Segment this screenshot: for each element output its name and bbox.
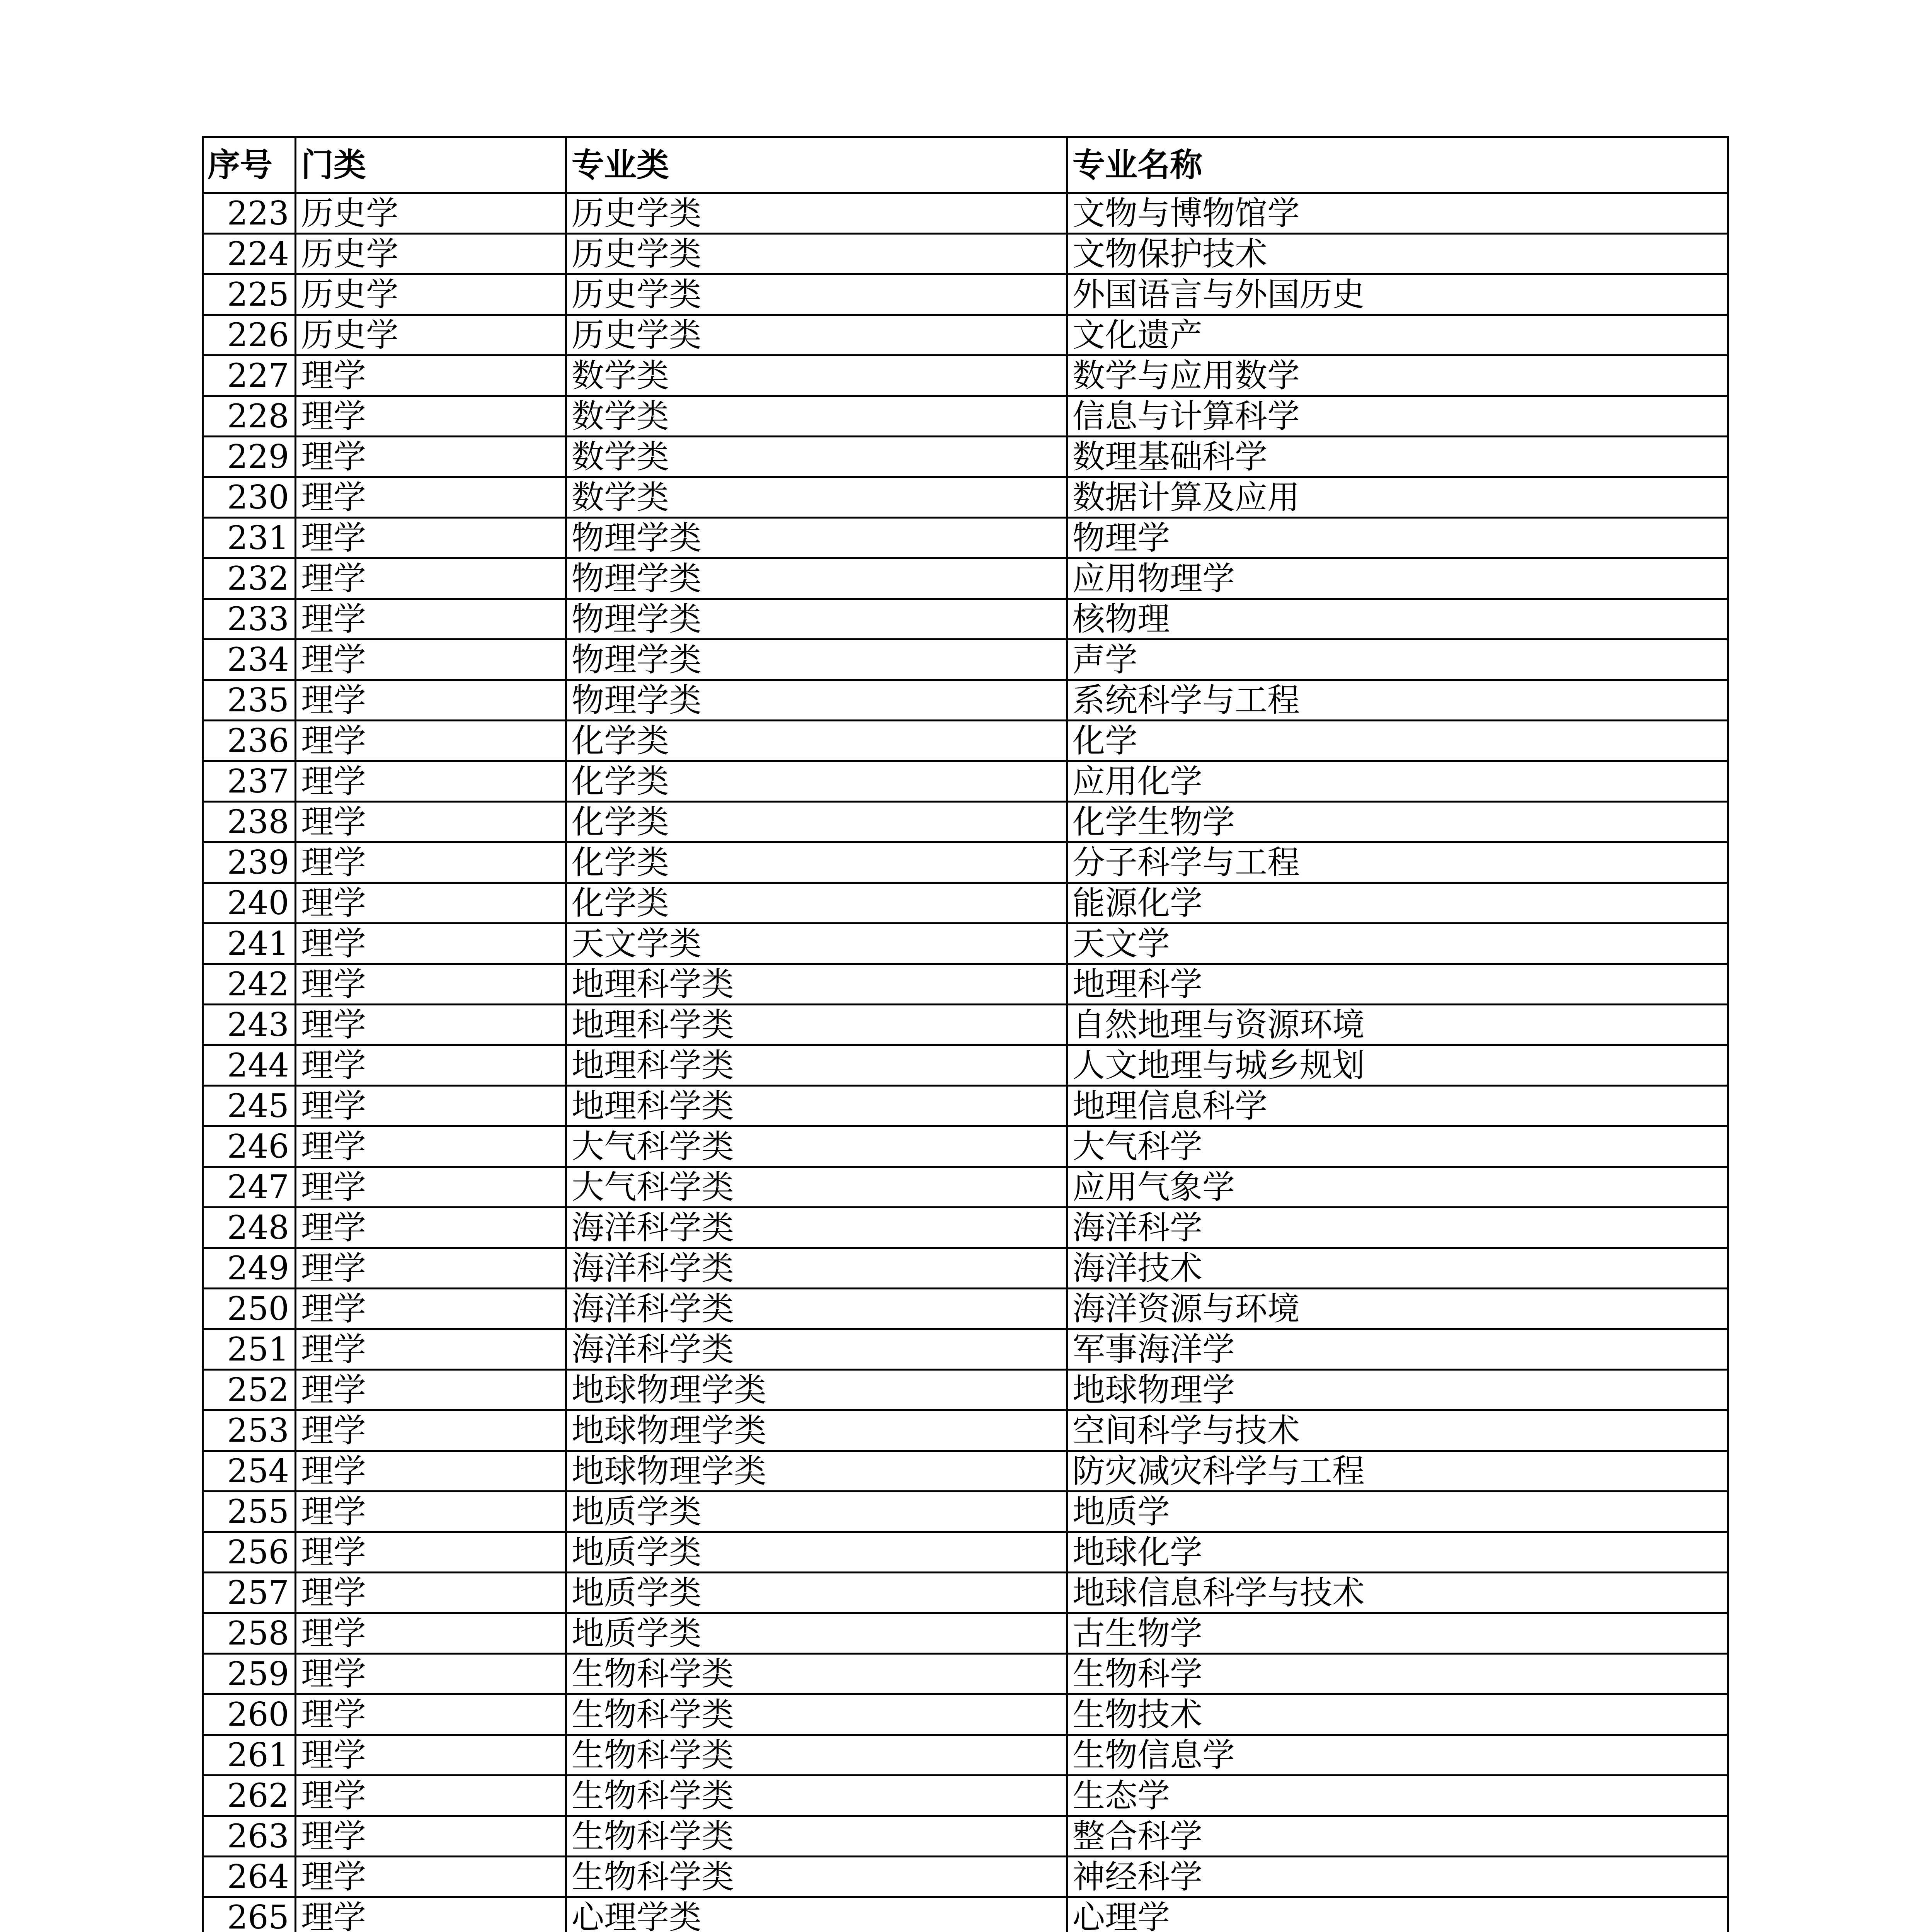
cell-category: 理学 [296, 1816, 566, 1857]
cell-major-name: 化学生物学 [1067, 802, 1728, 842]
cell-major-class: 化学类 [566, 802, 1067, 842]
cell-serial-number: 240 [203, 883, 296, 923]
cell-major-name: 地质学 [1067, 1492, 1728, 1532]
table-row [203, 923, 1728, 964]
cell-major-class: 化学类 [566, 883, 1067, 923]
cell-category: 理学 [296, 1451, 566, 1492]
cell-major-name: 应用化学 [1067, 761, 1728, 802]
cell-category: 理学 [296, 558, 566, 599]
cell-category: 历史学 [296, 315, 566, 355]
cell-category: 历史学 [296, 234, 566, 274]
cell-major-name: 地球化学 [1067, 1532, 1728, 1573]
cell-major-class: 历史学类 [566, 274, 1067, 315]
cell-major-name: 化学 [1067, 721, 1728, 761]
cell-major-class: 地理科学类 [566, 1086, 1067, 1126]
cell-serial-number: 256 [203, 1532, 296, 1573]
cell-major-class: 物理学类 [566, 639, 1067, 680]
cell-major-name: 古生物学 [1067, 1613, 1728, 1654]
cell-serial-number: 265 [203, 1897, 296, 1932]
cell-serial-number: 242 [203, 964, 296, 1005]
header-serial-number: 序号 [203, 137, 296, 193]
cell-major-name: 军事海洋学 [1067, 1329, 1728, 1370]
cell-serial-number: 245 [203, 1086, 296, 1126]
cell-major-name: 生物技术 [1067, 1694, 1728, 1735]
table-row [203, 1410, 1728, 1451]
cell-serial-number: 262 [203, 1776, 296, 1816]
cell-major-name: 地球信息科学与技术 [1067, 1573, 1728, 1613]
cell-serial-number: 226 [203, 315, 296, 355]
cell-category: 理学 [296, 964, 566, 1005]
cell-major-name: 物理学 [1067, 518, 1728, 558]
cell-major-name: 地理科学 [1067, 964, 1728, 1005]
table-header-row [203, 137, 1728, 193]
table-row [203, 1208, 1728, 1248]
cell-serial-number: 261 [203, 1735, 296, 1776]
cell-serial-number: 241 [203, 923, 296, 964]
table-row [203, 1451, 1728, 1492]
cell-serial-number: 243 [203, 1005, 296, 1045]
cell-category: 理学 [296, 1654, 566, 1694]
cell-category: 理学 [296, 883, 566, 923]
cell-serial-number: 236 [203, 721, 296, 761]
cell-major-name: 自然地理与资源环境 [1067, 1005, 1728, 1045]
cell-category: 理学 [296, 518, 566, 558]
cell-major-name: 分子科学与工程 [1067, 842, 1728, 883]
cell-major-name: 数据计算及应用 [1067, 477, 1728, 518]
cell-category: 理学 [296, 1613, 566, 1654]
cell-major-class: 生物科学类 [566, 1857, 1067, 1897]
table-row [203, 1573, 1728, 1613]
cell-category: 理学 [296, 680, 566, 721]
cell-major-name: 海洋资源与环境 [1067, 1289, 1728, 1329]
cell-category: 理学 [296, 1329, 566, 1370]
cell-serial-number: 250 [203, 1289, 296, 1329]
table-row [203, 761, 1728, 802]
cell-serial-number: 225 [203, 274, 296, 315]
cell-serial-number: 251 [203, 1329, 296, 1370]
cell-serial-number: 248 [203, 1208, 296, 1248]
cell-serial-number: 239 [203, 842, 296, 883]
cell-serial-number: 233 [203, 599, 296, 639]
cell-category: 历史学 [296, 193, 566, 234]
cell-major-name: 应用物理学 [1067, 558, 1728, 599]
cell-serial-number: 260 [203, 1694, 296, 1735]
cell-major-name: 声学 [1067, 639, 1728, 680]
cell-category: 历史学 [296, 274, 566, 315]
cell-major-class: 大气科学类 [566, 1167, 1067, 1208]
cell-major-name: 数学与应用数学 [1067, 355, 1728, 396]
cell-serial-number: 263 [203, 1816, 296, 1857]
table-row [203, 396, 1728, 437]
cell-major-class: 化学类 [566, 721, 1067, 761]
cell-serial-number: 235 [203, 680, 296, 721]
cell-serial-number: 246 [203, 1126, 296, 1167]
table-row [203, 639, 1728, 680]
cell-major-name: 海洋技术 [1067, 1248, 1728, 1289]
cell-category: 理学 [296, 396, 566, 437]
cell-major-name: 海洋科学 [1067, 1208, 1728, 1248]
cell-category: 理学 [296, 1694, 566, 1735]
cell-major-name: 神经科学 [1067, 1857, 1728, 1897]
cell-major-class: 化学类 [566, 761, 1067, 802]
table-row [203, 1816, 1728, 1857]
cell-category: 理学 [296, 1005, 566, 1045]
cell-serial-number: 244 [203, 1045, 296, 1086]
cell-major-class: 历史学类 [566, 234, 1067, 274]
cell-major-class: 数学类 [566, 437, 1067, 477]
cell-category: 理学 [296, 599, 566, 639]
cell-major-class: 数学类 [566, 477, 1067, 518]
cell-major-class: 地理科学类 [566, 1005, 1067, 1045]
cell-major-class: 心理学类 [566, 1897, 1067, 1932]
table-row [203, 1005, 1728, 1045]
cell-major-name: 人文地理与城乡规划 [1067, 1045, 1728, 1086]
cell-major-class: 地球物理学类 [566, 1410, 1067, 1451]
cell-category: 理学 [296, 355, 566, 396]
cell-major-class: 地球物理学类 [566, 1451, 1067, 1492]
cell-category: 理学 [296, 1248, 566, 1289]
header-category: 门类 [296, 137, 566, 193]
table-row [203, 1370, 1728, 1410]
table-row [203, 477, 1728, 518]
cell-category: 理学 [296, 1126, 566, 1167]
cell-category: 理学 [296, 437, 566, 477]
table-body [203, 193, 1728, 1932]
cell-category: 理学 [296, 1410, 566, 1451]
cell-major-class: 地理科学类 [566, 964, 1067, 1005]
cell-major-class: 物理学类 [566, 518, 1067, 558]
cell-major-class: 海洋科学类 [566, 1329, 1067, 1370]
cell-major-class: 物理学类 [566, 680, 1067, 721]
cell-major-name: 大气科学 [1067, 1126, 1728, 1167]
cell-category: 理学 [296, 1045, 566, 1086]
cell-major-class: 生物科学类 [566, 1816, 1067, 1857]
cell-major-class: 历史学类 [566, 315, 1067, 355]
cell-category: 理学 [296, 1086, 566, 1126]
cell-serial-number: 237 [203, 761, 296, 802]
cell-major-class: 数学类 [566, 396, 1067, 437]
cell-major-class: 生物科学类 [566, 1654, 1067, 1694]
table-row [203, 802, 1728, 842]
cell-serial-number: 238 [203, 802, 296, 842]
cell-major-class: 地理科学类 [566, 1045, 1067, 1086]
table-row [203, 883, 1728, 923]
cell-major-name: 信息与计算科学 [1067, 396, 1728, 437]
cell-serial-number: 264 [203, 1857, 296, 1897]
cell-major-class: 生物科学类 [566, 1776, 1067, 1816]
cell-major-class: 物理学类 [566, 558, 1067, 599]
cell-major-name: 生物科学 [1067, 1654, 1728, 1694]
cell-major-class: 天文学类 [566, 923, 1067, 964]
cell-category: 理学 [296, 1492, 566, 1532]
cell-category: 理学 [296, 802, 566, 842]
table-row [203, 193, 1728, 234]
cell-major-class: 海洋科学类 [566, 1208, 1067, 1248]
cell-major-name: 能源化学 [1067, 883, 1728, 923]
cell-category: 理学 [296, 1573, 566, 1613]
cell-serial-number: 229 [203, 437, 296, 477]
table-row [203, 1248, 1728, 1289]
table-row [203, 234, 1728, 274]
table-row [203, 1492, 1728, 1532]
table-row [203, 1776, 1728, 1816]
cell-major-name: 文化遗产 [1067, 315, 1728, 355]
cell-major-name: 防灾减灾科学与工程 [1067, 1451, 1728, 1492]
table-row [203, 1126, 1728, 1167]
cell-category: 理学 [296, 1208, 566, 1248]
table-row [203, 437, 1728, 477]
cell-serial-number: 259 [203, 1654, 296, 1694]
cell-major-class: 物理学类 [566, 599, 1067, 639]
header-major-name: 专业名称 [1067, 137, 1728, 193]
majors-table [202, 136, 1729, 1932]
cell-serial-number: 254 [203, 1451, 296, 1492]
cell-category: 理学 [296, 1735, 566, 1776]
cell-major-class: 地质学类 [566, 1492, 1067, 1532]
table-row [203, 599, 1728, 639]
table-row [203, 1086, 1728, 1126]
cell-serial-number: 258 [203, 1613, 296, 1654]
cell-major-class: 地质学类 [566, 1573, 1067, 1613]
table-row [203, 1735, 1728, 1776]
cell-major-name: 地理信息科学 [1067, 1086, 1728, 1126]
cell-category: 理学 [296, 639, 566, 680]
cell-major-class: 地质学类 [566, 1613, 1067, 1654]
cell-major-class: 地球物理学类 [566, 1370, 1067, 1410]
table-row [203, 1694, 1728, 1735]
cell-major-class: 化学类 [566, 842, 1067, 883]
cell-serial-number: 227 [203, 355, 296, 396]
cell-category: 理学 [296, 1776, 566, 1816]
cell-serial-number: 234 [203, 639, 296, 680]
cell-major-name: 生物信息学 [1067, 1735, 1728, 1776]
table-row [203, 680, 1728, 721]
cell-serial-number: 231 [203, 518, 296, 558]
cell-major-class: 历史学类 [566, 193, 1067, 234]
table-row [203, 1289, 1728, 1329]
header-major-class: 专业类 [566, 137, 1067, 193]
table-row [203, 1613, 1728, 1654]
cell-category: 理学 [296, 1897, 566, 1932]
table-row [203, 1045, 1728, 1086]
table-row [203, 518, 1728, 558]
cell-major-class: 大气科学类 [566, 1126, 1067, 1167]
cell-serial-number: 228 [203, 396, 296, 437]
cell-major-name: 文物保护技术 [1067, 234, 1728, 274]
cell-major-class: 数学类 [566, 355, 1067, 396]
cell-category: 理学 [296, 477, 566, 518]
cell-category: 理学 [296, 923, 566, 964]
table-header [203, 137, 1728, 193]
cell-major-name: 外国语言与外国历史 [1067, 274, 1728, 315]
cell-category: 理学 [296, 1289, 566, 1329]
cell-major-name: 文物与博物馆学 [1067, 193, 1728, 234]
table-row [203, 1857, 1728, 1897]
cell-serial-number: 252 [203, 1370, 296, 1410]
cell-serial-number: 253 [203, 1410, 296, 1451]
table-row [203, 964, 1728, 1005]
table-row [203, 558, 1728, 599]
cell-major-name: 空间科学与技术 [1067, 1410, 1728, 1451]
cell-major-class: 海洋科学类 [566, 1289, 1067, 1329]
table-row [203, 1654, 1728, 1694]
table-row [203, 1532, 1728, 1573]
cell-major-name: 应用气象学 [1067, 1167, 1728, 1208]
cell-major-class: 海洋科学类 [566, 1248, 1067, 1289]
cell-serial-number: 223 [203, 193, 296, 234]
cell-serial-number: 249 [203, 1248, 296, 1289]
cell-major-name: 生态学 [1067, 1776, 1728, 1816]
cell-major-name: 地球物理学 [1067, 1370, 1728, 1410]
cell-serial-number: 224 [203, 234, 296, 274]
cell-major-class: 地质学类 [566, 1532, 1067, 1573]
table-row [203, 315, 1728, 355]
cell-major-name: 数理基础科学 [1067, 437, 1728, 477]
cell-serial-number: 255 [203, 1492, 296, 1532]
table-row [203, 274, 1728, 315]
table-row [203, 1897, 1728, 1932]
cell-category: 理学 [296, 1857, 566, 1897]
table-row [203, 1167, 1728, 1208]
cell-major-name: 整合科学 [1067, 1816, 1728, 1857]
cell-category: 理学 [296, 1532, 566, 1573]
cell-category: 理学 [296, 1167, 566, 1208]
table-row [203, 842, 1728, 883]
cell-serial-number: 232 [203, 558, 296, 599]
cell-category: 理学 [296, 842, 566, 883]
cell-category: 理学 [296, 1370, 566, 1410]
table-row [203, 355, 1728, 396]
cell-major-class: 生物科学类 [566, 1694, 1067, 1735]
cell-major-name: 核物理 [1067, 599, 1728, 639]
table-row [203, 721, 1728, 761]
cell-serial-number: 257 [203, 1573, 296, 1613]
cell-serial-number: 247 [203, 1167, 296, 1208]
cell-major-name: 天文学 [1067, 923, 1728, 964]
cell-serial-number: 230 [203, 477, 296, 518]
cell-category: 理学 [296, 721, 566, 761]
cell-category: 理学 [296, 761, 566, 802]
cell-major-class: 生物科学类 [566, 1735, 1067, 1776]
cell-major-name: 系统科学与工程 [1067, 680, 1728, 721]
cell-major-name: 心理学 [1067, 1897, 1728, 1932]
table-row [203, 1329, 1728, 1370]
